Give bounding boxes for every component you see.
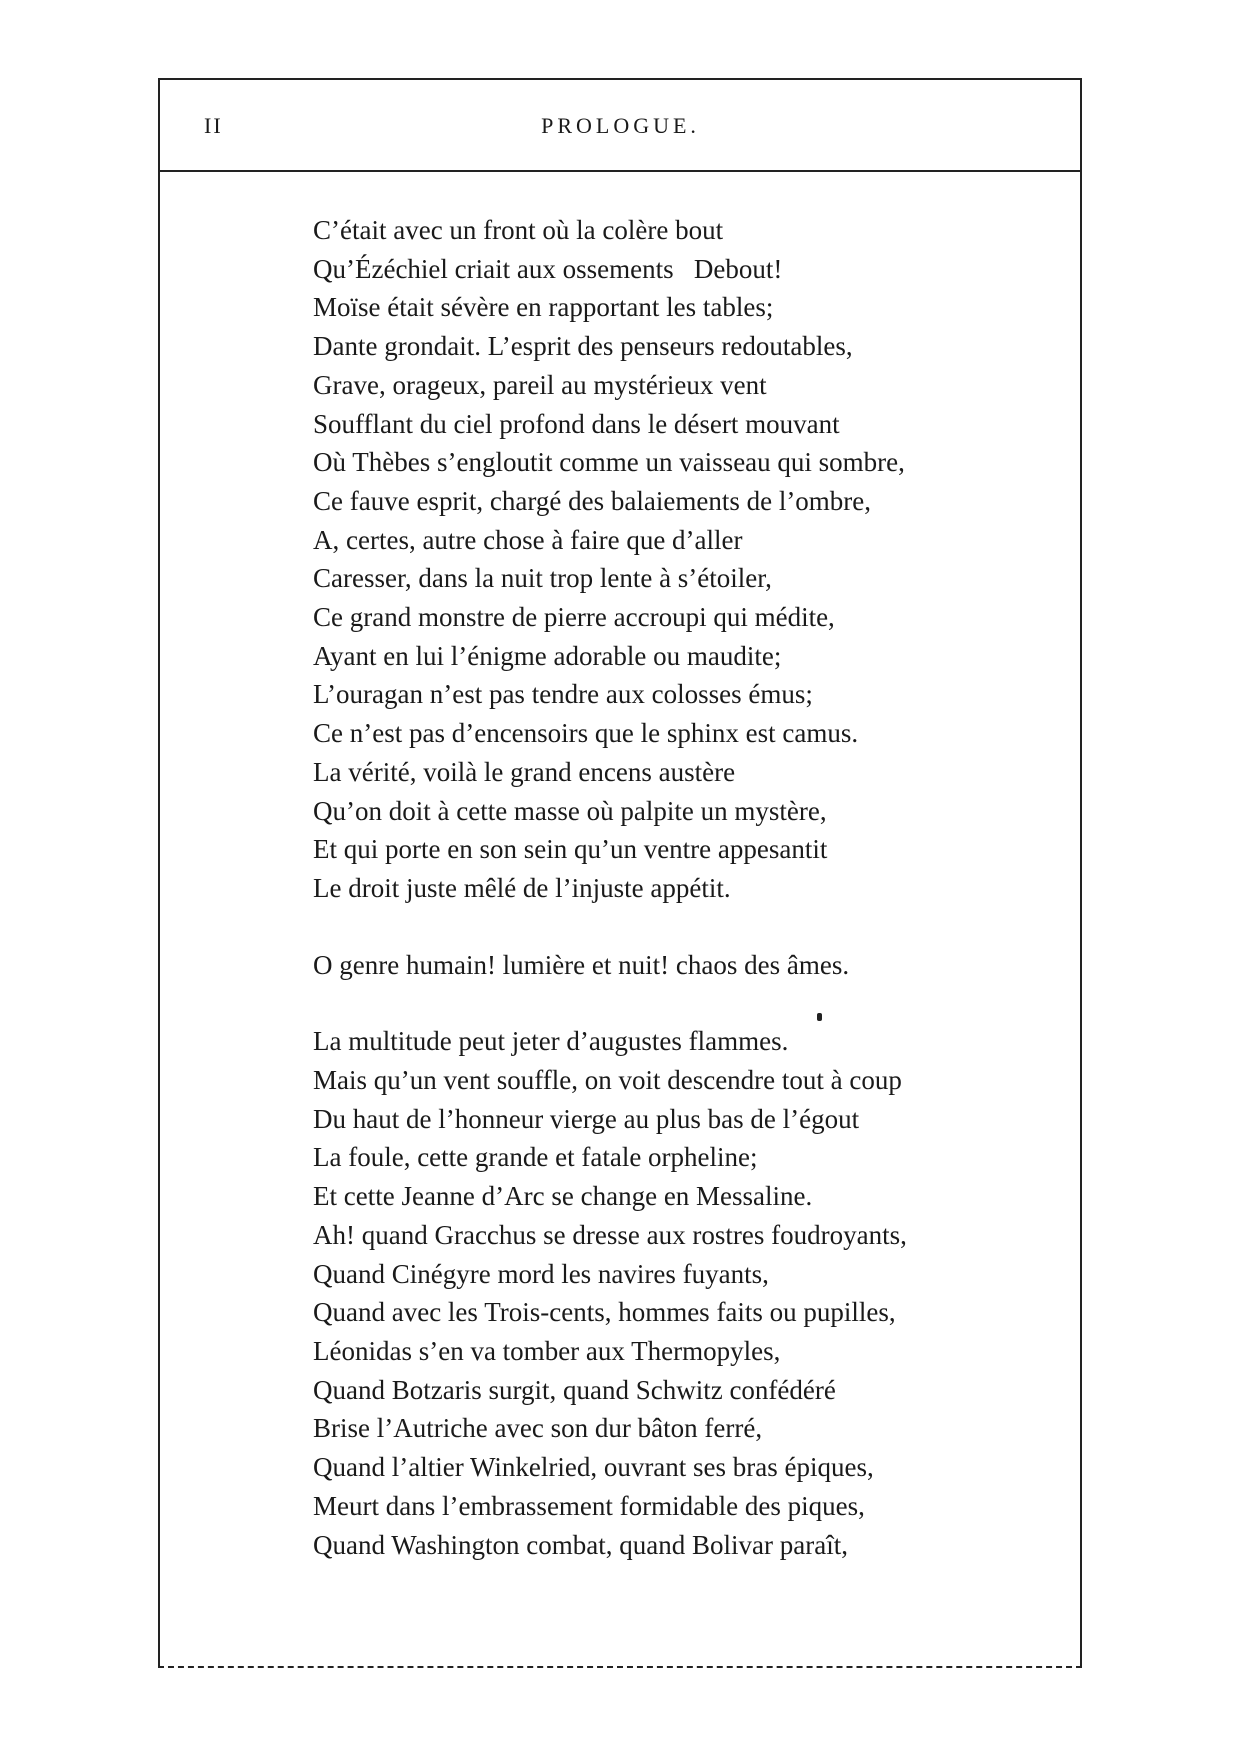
verse-line: Meurt dans l’embrassement formidable des piques, xyxy=(313,1490,865,1521)
verse-line: A, certes, autre chose à faire que d’aller xyxy=(313,524,743,555)
verse-line: Ayant en lui l’énigme adorable ou maudite; xyxy=(313,640,782,671)
verse-line: Soufflant du ciel profond dans le désert mouvant xyxy=(313,408,840,439)
verse-line: Léonidas s’en va tomber aux Thermopyles, xyxy=(313,1335,781,1366)
verse-body xyxy=(313,211,1073,1564)
verse-line: Du haut de l’honneur vierge au plus bas de l’égout xyxy=(313,1103,860,1134)
verse-line: La foule, cette grande et fatale orpheline; xyxy=(313,1142,758,1173)
verse-line: Quand Botzaris surgit, quand Schwitz confédéré xyxy=(313,1374,836,1405)
verse-line: Mais qu’un vent souffle, on voit descendre tout à coup xyxy=(313,1065,902,1096)
verse-line: Quand avec les Trois-cents, hommes faits ou pupilles, xyxy=(313,1297,896,1328)
verse-line: Le droit juste mêlé de l’injuste appétit. xyxy=(313,872,731,903)
verse-line: Moïse était sévère en rapportant les tables; xyxy=(313,292,774,323)
verse-line: Ce fauve esprit, chargé des balaiements de l’ombre, xyxy=(313,485,872,516)
header-rule xyxy=(158,170,1082,172)
verse-line: L’ouragan n’est pas tendre aux colosses émus; xyxy=(313,679,813,710)
verse-line: Brise l’Autriche avec son dur bâton ferré, xyxy=(313,1413,763,1444)
verse-line: Grave, orageux, pareil au mystérieux vent xyxy=(313,369,767,400)
verse-line: O genre humain! lumière et nuit! chaos des âmes. xyxy=(313,949,850,980)
verse-line: C’était avec un front où la colère bout xyxy=(313,215,724,245)
verse-line: Qu’Ézéchiel criait aux ossements Debout! xyxy=(313,253,783,284)
verse-line: Qu’on doit à cette masse où palpite un mystère, xyxy=(313,795,827,826)
verse-line: Ce n’est pas d’encensoirs que le sphinx est camus. xyxy=(313,718,859,749)
verse-line: La vérité, voilà le grand encens austère xyxy=(313,756,736,787)
ink-speck xyxy=(817,1013,822,1021)
verse-line: Et cette Jeanne d’Arc se change en Messaline. xyxy=(313,1181,813,1212)
stanza-1 xyxy=(313,211,1073,908)
verse-line: Ce grand monstre de pierre accroupi qui médite, xyxy=(313,602,835,633)
running-title: PROLOGUE. xyxy=(541,113,700,138)
verse-line: Quand Washington combat, quand Bolivar paraît, xyxy=(313,1529,848,1560)
verse-line: Dante grondait. L’esprit des penseurs redoutables, xyxy=(313,331,853,362)
verse-line: Quand Cinégyre mord les navires fuyants, xyxy=(313,1258,769,1289)
verse-line: Et qui porte en son sein qu’un ventre appesantit xyxy=(313,834,828,865)
verse-line: Où Thèbes s’engloutit comme un vaisseau qui sombre, xyxy=(313,447,905,478)
verse-line: Quand l’altier Winkelried, ouvrant ses bras épiques, xyxy=(313,1452,874,1483)
verse-line: Caresser, dans la nuit trop lente à s’étoiler, xyxy=(313,563,772,594)
page-number: II xyxy=(204,113,223,138)
stanza-2 xyxy=(313,946,1073,985)
verse-line: Ah! quand Gracchus se dresse aux rostres foudroyants, xyxy=(313,1219,907,1250)
verse-line: La multitude peut jeter d’augustes flammes. xyxy=(313,1026,789,1057)
stanza-3 xyxy=(313,1022,1073,1564)
